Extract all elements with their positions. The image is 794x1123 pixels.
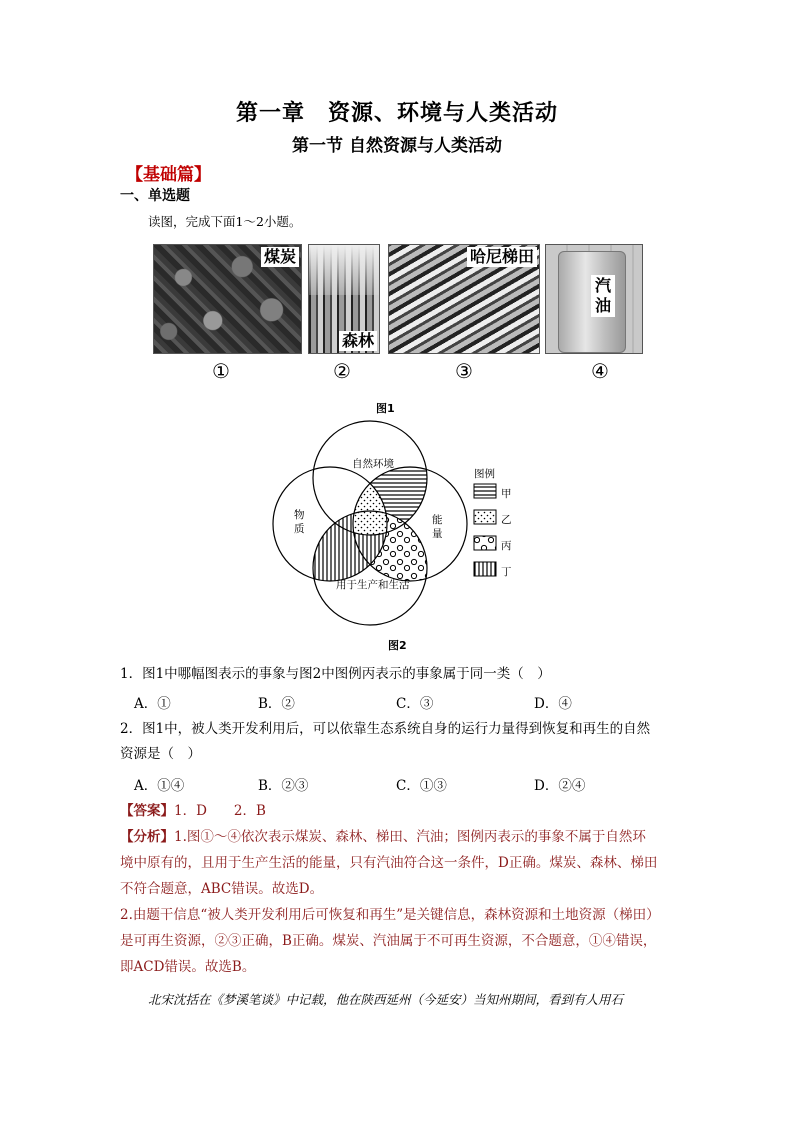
q2-option-c: C．①③ — [396, 778, 447, 794]
analysis-line-2: 境中原有的，且用于生产生活的能量，只有汽油符合这一条件，D正确。煤炭、森林、梯田 — [120, 855, 658, 871]
q1-option-a: A．① — [134, 696, 171, 712]
analysis-label: 【分析】 — [120, 829, 174, 845]
analysis-line-3: 不符合题意，ABC错误。故选D。 — [120, 881, 324, 897]
chapter-title: 第一章 资源、环境与人类活动 — [235, 100, 558, 126]
analysis-line-6: 即ACD错误。故选B。 — [120, 959, 256, 975]
answer-text: 1．D 2．B — [174, 803, 266, 819]
venn-label-bottom: 用于生产和生活 — [336, 579, 410, 591]
level-tag: 【基础篇】 — [126, 165, 211, 185]
legend-item-bing: 丙 — [501, 540, 512, 552]
photo-number-4: ④ — [591, 359, 609, 383]
analysis-line-1: 1.图①～④依次表示煤炭、森林、梯田、汽油；图例丙表示的事象不属于自然环 — [174, 829, 646, 845]
section-title: 第一节 自然资源与人类活动 — [292, 136, 502, 156]
venn-label-top: 自然环境 — [352, 458, 394, 470]
intro-text: 读图，完成下面1～2小题。 — [148, 214, 302, 229]
legend-item-jia: 甲 — [501, 488, 512, 500]
figure2-caption: 图2 — [388, 639, 407, 652]
photo-number-2: ② — [333, 359, 351, 383]
analysis-line-4: 2.由题干信息“被人类开发利用后可恢复和再生”是关键信息，森林资源和土地资源（梯田） — [120, 907, 660, 923]
photo-gasoline — [545, 244, 643, 354]
q2-option-a: A．①④ — [134, 778, 185, 794]
photo-terrace — [388, 244, 540, 354]
legend-item-ding: 丁 — [501, 566, 512, 578]
photo-number-3: ③ — [455, 359, 473, 383]
photo-label-terrace: 哈尼梯田 — [467, 247, 537, 267]
analysis-block — [120, 824, 680, 980]
question-2-stem-line1: 2．图1中，被人类开发利用后，可以依靠生态系统自身的运行力量得到恢复和再生的自然 — [120, 721, 651, 737]
photo-label-coal: 煤炭 — [261, 247, 299, 267]
photo-label-gasoline: 汽油 — [591, 275, 615, 317]
q1-option-c: C．③ — [396, 696, 434, 712]
venn-diagram — [270, 418, 530, 640]
venn-label-right: 能量 — [432, 514, 443, 540]
q1-option-d: D．④ — [534, 696, 572, 712]
next-passage-text: 北宋沈括在《梦溪笔谈》中记载，他在陕西延州（今延安）当知州期间，看到有人用石 — [148, 992, 624, 1007]
part-heading: 一、单选题 — [120, 188, 190, 204]
answer-label: 【答案】 — [120, 803, 174, 819]
photo-label-forest: 森林 — [339, 331, 377, 351]
legend-title: 图例 — [474, 468, 495, 480]
photo-coal — [153, 244, 302, 354]
photo-forest — [308, 244, 380, 354]
answer-block — [120, 798, 266, 824]
figure1-caption: 图1 — [376, 402, 395, 415]
analysis-line-5: 是可再生资源，②③正确，B正确。煤炭、汽油属于不可再生资源，不合题意，①④错误， — [120, 933, 657, 949]
photo-number-1: ① — [212, 359, 230, 383]
question-1-stem: 1．图1中哪幅图表示的事象与图2中图例丙表示的事象属于同一类（ ） — [120, 666, 551, 682]
q2-option-b: B．②③ — [258, 778, 309, 794]
q1-option-b: B．② — [258, 696, 295, 712]
question-2-stem-line2: 资源是（ ） — [120, 746, 201, 762]
venn-label-left: 物质 — [294, 509, 305, 535]
legend-item-yi: 乙 — [501, 514, 512, 526]
q2-option-d: D．②④ — [534, 778, 586, 794]
